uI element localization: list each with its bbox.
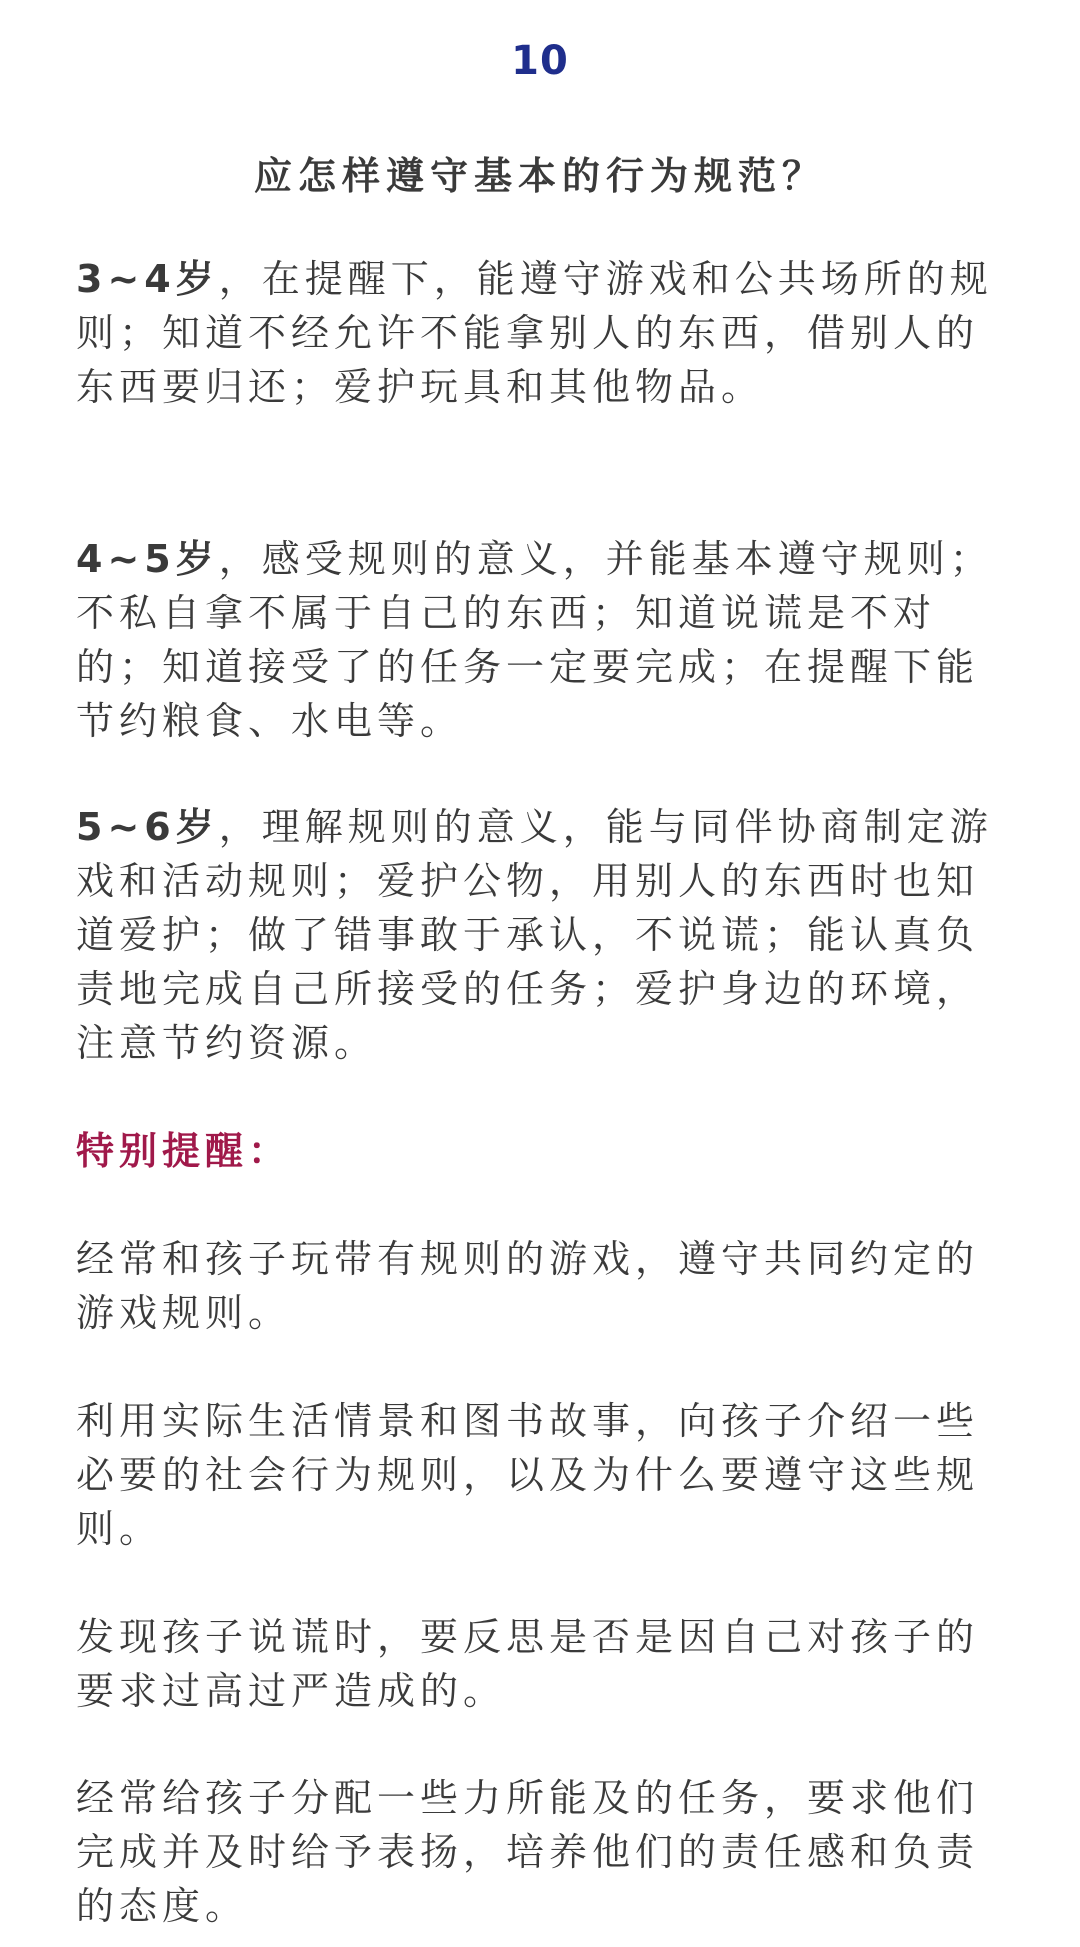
reminder-tip: 发现孩子说谎时，要反思是否是因自己对孩子的要求过高过严造成的。 [76,1615,980,1713]
age-label: 4~5岁 [76,537,219,581]
reminder-tip: 经常给孩子分配一些力所能及的任务，要求他们完成并及时给予表扬，培养他们的责任感和负责的态度。 [76,1776,980,1928]
section-number: 10 [511,38,569,84]
age-paragraph-3-4 [76,252,1006,414]
age-description: ，感受规则的意义，并能基本遵守规则；不私自拿不属于自己的东西；知道说谎是不对的；知道接受了的任务一定要完成；在提醒下能节约粮食、水电等。 [76,537,993,743]
reminder-tip: 利用实际生活情景和图书故事，向孩子介绍一些必要的社会行为规则，以及为什么要遵守这些规则。 [76,1399,980,1551]
reminder-tip: 经常和孩子玩带有规则的游戏，遵守共同约定的游戏规则。 [76,1237,980,1335]
age-description: ，理解规则的意义，能与同伴协商制定游戏和活动规则；爱护公物，用别人的东西时也知道爱护；做了错事敢于承认，不说谎；能认真负责地完成自己所接受的任务；爱护身边的环境，注意节约资源。 [76,805,993,1065]
age-description: ，在提醒下，能遵守游戏和公共场所的规则；知道不经允许不能拿别人的东西，借别人的东西要归还；爱护玩具和其他物品。 [76,257,993,409]
age-paragraph-5-6 [76,800,1006,1070]
special-reminder-title: 特别提醒： [76,1129,292,1173]
age-paragraph-4-5 [76,532,1006,748]
age-label: 5~6岁 [76,805,219,849]
age-label: 3~4岁 [76,257,219,301]
section-question-title: 应怎样遵守基本的行为规范？ [253,154,826,198]
